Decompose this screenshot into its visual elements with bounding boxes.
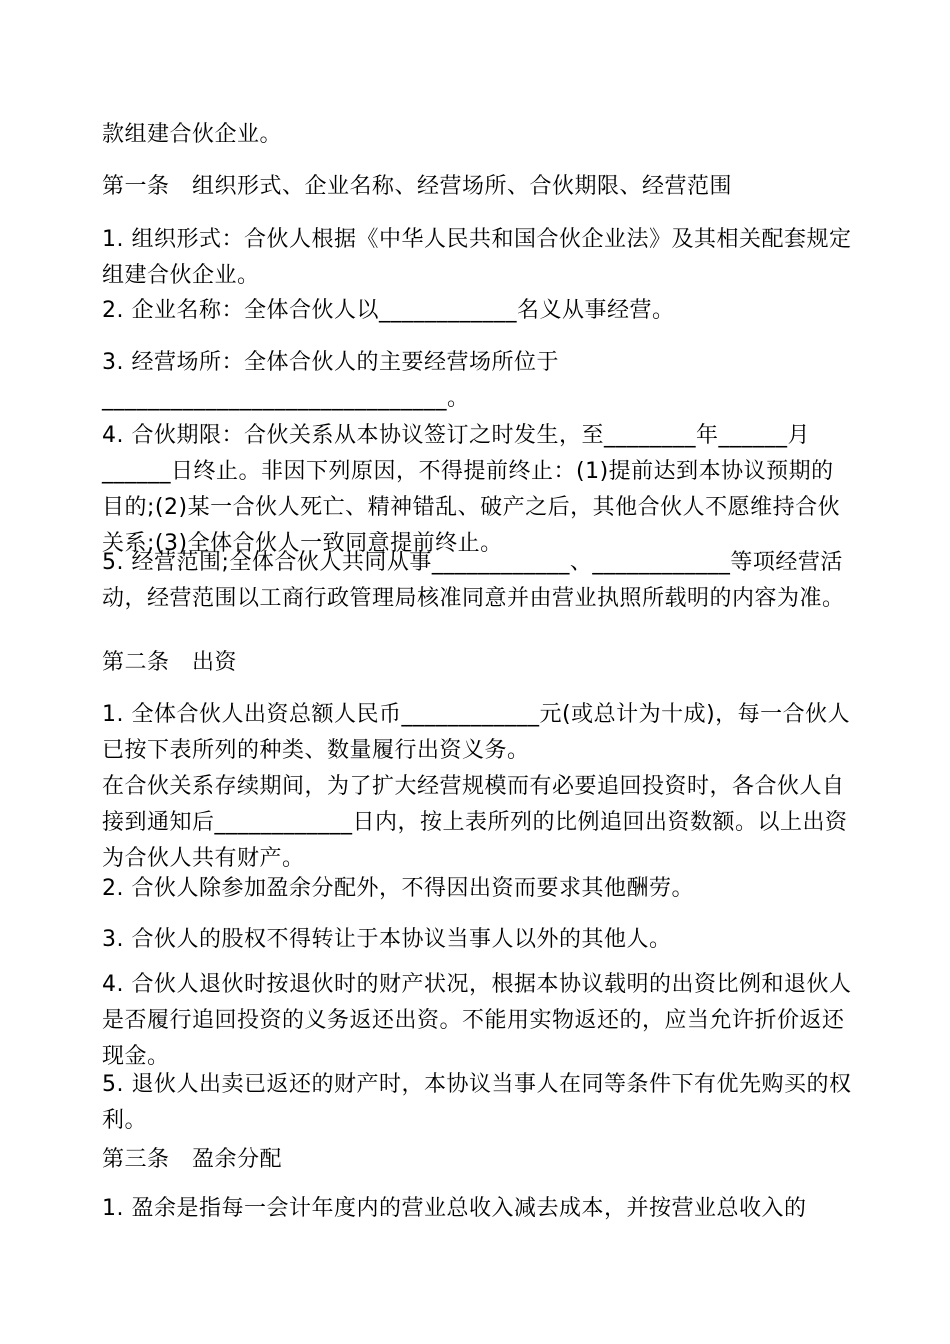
clause-3-1-surplus-definition: 1. 盈余是指每一会计年度内的营业总收入减去成本，并按营业总收入的	[102, 1196, 807, 1221]
clause-2-1-total-contribution: 1. 全体合伙人出资总额人民币____________元(或总计为十成)，每一合伙人已按下表所列的种类、数量履行出资义务。	[102, 702, 851, 763]
clause-2-4-withdrawal-return: 4. 合伙人退伙时按退伙时的财产状况，根据本协议载明的出资比例和退伙人是否履行追回投资的义务返还出资。不能用实物返还的，应当允许折价返还现金。	[102, 972, 852, 1069]
clause-1-4-partnership-term: 4. 合伙期限：合伙关系从本协议签订之时发生，至________年______月______日终止。非因下列原因，不得提前终止：(1)提前达到本协议预期的目的;(2)某一合伙人死亡、精神错乱、破产之后，其他合伙人不愿维持合伙关系;(3)全体合伙人一致同意提前终止。	[102, 423, 841, 556]
paragraph-intro: 款组建合伙企业。	[102, 122, 283, 147]
article-one-heading: 第一条 组织形式、企业名称、经营场所、合伙期限、经营范围	[102, 174, 733, 199]
article-three-heading: 第三条 盈余分配	[102, 1147, 283, 1172]
clause-1-5-business-scope: 5. 经营范围;全体合伙人共同从事____________、____________等项经营活动，经营范围以工商行政管理局核准同意并由营业执照所载明的内容为准。	[102, 550, 845, 611]
clause-2-2-no-extra-remuneration: 2. 合伙人除参加盈余分配外，不得因出资而要求其他酬劳。	[102, 876, 694, 901]
clause-2-5-preemptive-right: 5. 退伙人出卖已返还的财产时，本协议当事人在同等条件下有优先购买的权利。	[102, 1072, 852, 1133]
clause-2-additional-investment: 在合伙关系存续期间，为了扩大经营规模而有必要追回投资时，各合伙人自接到通知后____________日内，按上表所列的比例追回出资数额。以上出资为合伙人共有财产。	[102, 774, 848, 871]
clause-1-1-organization-form: 1. 组织形式：合伙人根据《中华人民共和国合伙企业法》及其相关配套规定组建合伙企业。	[102, 227, 852, 288]
clause-1-3-business-place: 3. 经营场所：全体合伙人的主要经营场所位于______________________________。	[102, 350, 559, 411]
article-two-heading: 第二条 出资	[102, 650, 238, 675]
clause-2-3-equity-transfer: 3. 合伙人的股权不得转让于本协议当事人以外的其他人。	[102, 927, 672, 952]
clause-1-2-enterprise-name: 2. 企业名称：全体合伙人以____________名义从事经营。	[102, 298, 675, 323]
